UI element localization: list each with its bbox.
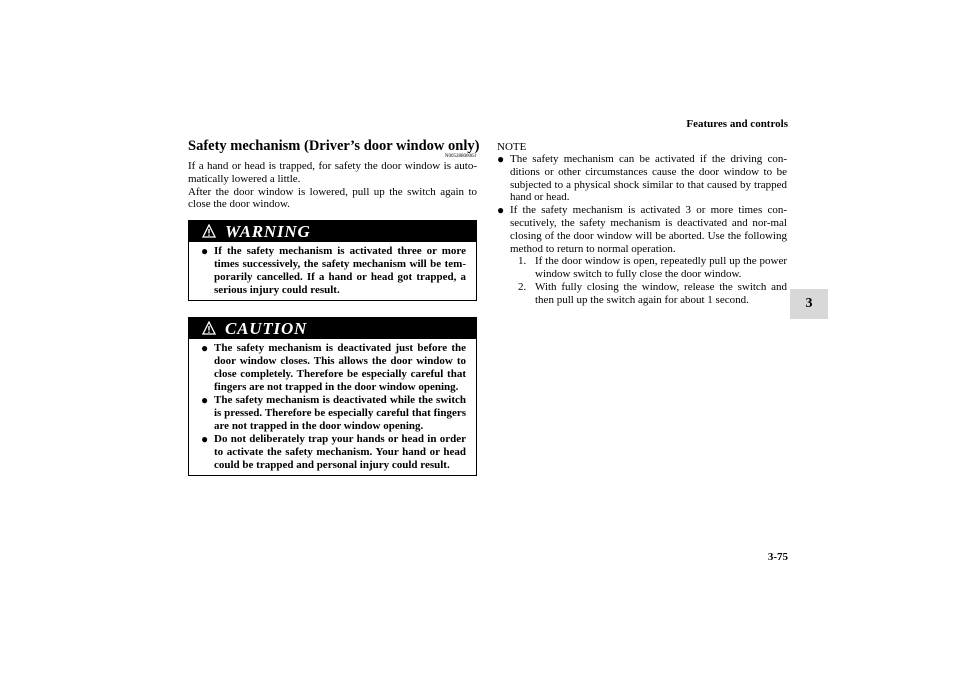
list-item (201, 433, 466, 472)
step-text: With fully closing the window, release the switch and then pull up the switch again for about 1 second. (535, 280, 787, 306)
warning-heading: WARNING (225, 222, 311, 242)
caution-item-text: The safety mechanism is deactivated just before the door window closes. This allows the door window to close completely. Therefore be especially careful that fingers are not trapped in the door window opening. (214, 342, 466, 394)
list-item (497, 204, 787, 255)
section-paragraph: After the door window is lowered, pull up the switch again to close the door window. (188, 185, 477, 211)
caution-box (188, 317, 477, 476)
list-item (510, 255, 787, 281)
bullet-icon: ● (497, 203, 505, 218)
note-label: NOTE (497, 141, 527, 153)
note-steps (497, 255, 787, 306)
section-code: N00528800063 (444, 154, 476, 159)
page-number: 3-75 (767, 551, 788, 563)
caution-item-text: Do not deliberately trap your hands or head in order to activate the safety mechanism. Your hand or head could be trapped and personal injury could result. (214, 433, 466, 472)
note-item-text: The safety mechanism can be activated if the driving con-ditions or other circumstances cause the door window to be subjected to a physical shock similar to that caused by trapped hand or head. (510, 153, 787, 204)
warning-triangle-icon (202, 321, 216, 335)
section-title: Safety mechanism (Driver’s door window only) (188, 138, 480, 154)
caution-item-text: The safety mechanism is deactivated while the switch is pressed. Therefore be especially careful that fingers are not trapped in the door window opening. (214, 394, 466, 433)
list-item (201, 394, 466, 433)
list-item (510, 281, 787, 307)
caution-body (189, 339, 476, 475)
warning-box (188, 220, 477, 301)
step-number: 2. (518, 280, 527, 293)
list-item (497, 153, 787, 204)
caution-header (189, 318, 476, 339)
step-number: 1. (518, 255, 527, 268)
left-column (188, 137, 480, 476)
bullet-icon: ● (201, 432, 209, 447)
warning-triangle-icon (202, 224, 216, 238)
caution-heading: CAUTION (225, 319, 308, 339)
warning-header (189, 221, 476, 242)
list-item (201, 342, 466, 394)
section-paragraph: If a hand or head is trapped, for safety the door window is auto-matically lowered a little. (188, 160, 477, 185)
bullet-icon: ● (201, 341, 209, 356)
list-item (201, 245, 466, 297)
note-item-text: If the safety mechanism is activated 3 or more times con-secutively, the safety mechanism is deactivated and nor-mal closing of the door window will be aborted. Use the following method to return to normal operation. (510, 204, 787, 255)
chapter-tab: 3 (790, 289, 828, 319)
warning-body (189, 242, 476, 300)
bullet-icon: ● (201, 393, 209, 408)
warning-item-text: If the safety mechanism is activated three or more times successively, the safety mechanism will be tem-porarily cancelled. If a hand or head got trapped, a serious injury could result. (214, 245, 466, 297)
bullet-icon: ● (497, 152, 505, 166)
step-text: If the door window is open, repeatedly pull up the power window switch to fully close the door window. (535, 255, 787, 281)
right-column (497, 141, 787, 307)
page-header-title: Features and controls (686, 118, 788, 130)
bullet-icon: ● (201, 244, 209, 259)
